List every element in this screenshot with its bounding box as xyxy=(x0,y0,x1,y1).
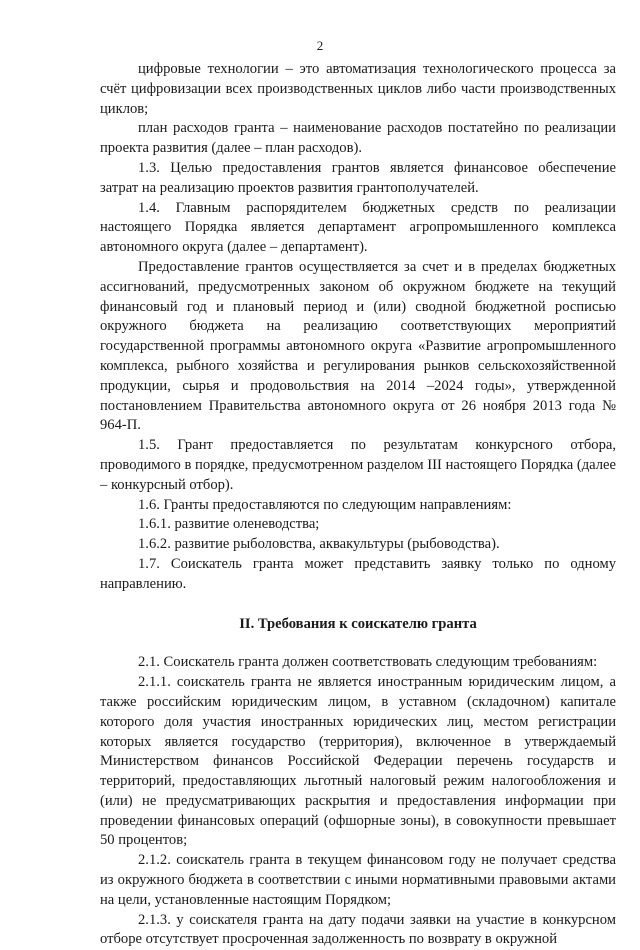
paragraph-1-4: 1.4. Главным распорядителем бюджетных средств по реализации настоящего Порядка является департамент агропромышленного комплекса автономного округа (далее – департамент). xyxy=(100,199,616,256)
paragraph-1-6-2: 1.6.2. развитие рыболовства, аквакультуры (рыбоводства). xyxy=(138,536,500,553)
paragraph-2-1-2: 2.1.2. соискатель гранта в текущем финансовом году не получает средства из окружного бюджета в соответствии с иными нормативными правовыми актами на цели, установленные настоящим Порядком; xyxy=(100,852,616,908)
page-number: 2 xyxy=(316,38,324,53)
section-heading: II. Требования к соискателю гранта xyxy=(239,615,477,632)
paragraph-1-3: 1.3. Целью предоставления грантов является финансовое обеспечение затрат на реализацию проектов развития грантополучателей. xyxy=(100,159,616,196)
paragraph-1-5: 1.5. Грант предоставляется по результатам конкурсного отбора, проводимого в порядке, предусмотренном разделом III настоящего Порядка (далее – конкурсный отбор). xyxy=(100,437,616,493)
paragraph-digital-technologies: цифровые технологии – это автоматизация технологического процесса за счёт цифровизации всех производственных циклов либо части производственных циклов; xyxy=(100,61,616,117)
paragraph-2-1: 2.1. Соискатель гранта должен соответствовать следующим требованиям: xyxy=(138,654,598,671)
paragraph-1-6-1: 1.6.1. развитие оленеводства; xyxy=(138,516,320,533)
paragraph-2-1-3: 2.1.3. у соискателя гранта на дату подачи заявки на участие в конкурсном отборе отсутствует просроченная задолженность по возврату в окружной xyxy=(100,911,616,948)
paragraph-1-7: 1.7. Соискатель гранта может представить заявку только по одному направлению. xyxy=(100,555,616,592)
document-body xyxy=(100,60,616,950)
paragraph-grant-funding: Предоставление грантов осуществляется за счет и в пределах бюджетных ассигнований, предусмотренных законом об окружном бюджете на текущий финансовый год и плановый период и (или) сводной бюджетной росписью окружного бюджета на реализацию соответствующих мероприятий государственной программы автономного округа «Развитие агропромышленного комплекса, рыбного хозяйства и регулирования рынков сельскохозяйственной продукции, сырья и продовольствия на 2014 –2024 годы», утвержденной постановлением Правительства автономного округа от 26 ноября 2013 года № 964-П. xyxy=(100,258,616,434)
paragraph-grant-expense-plan: план расходов гранта – наименование расходов постатейно по реализации проекта развития (далее – план расходов). xyxy=(100,120,616,157)
paragraph-2-1-1: 2.1.1. соискатель гранта не является иностранным юридическим лицом, а также российским юридическим лицом, в уставном (складочном) капитале которого доля участия иностранных юридических лиц, местом регистрации которых является государство (территория), включенное в утверждаемый Министерством финансов Российской Федерации перечень государств и территорий, предоставляющих льготный налоговый режим налогообложения и (или) не предусматривающих раскрытия и предоставления информации при проведении финансовых операций (офшорные зоны), в совокупности превышает 50 процентов; xyxy=(100,674,616,849)
paragraph-1-6: 1.6. Гранты предоставляются по следующим направлениям: xyxy=(138,496,512,513)
